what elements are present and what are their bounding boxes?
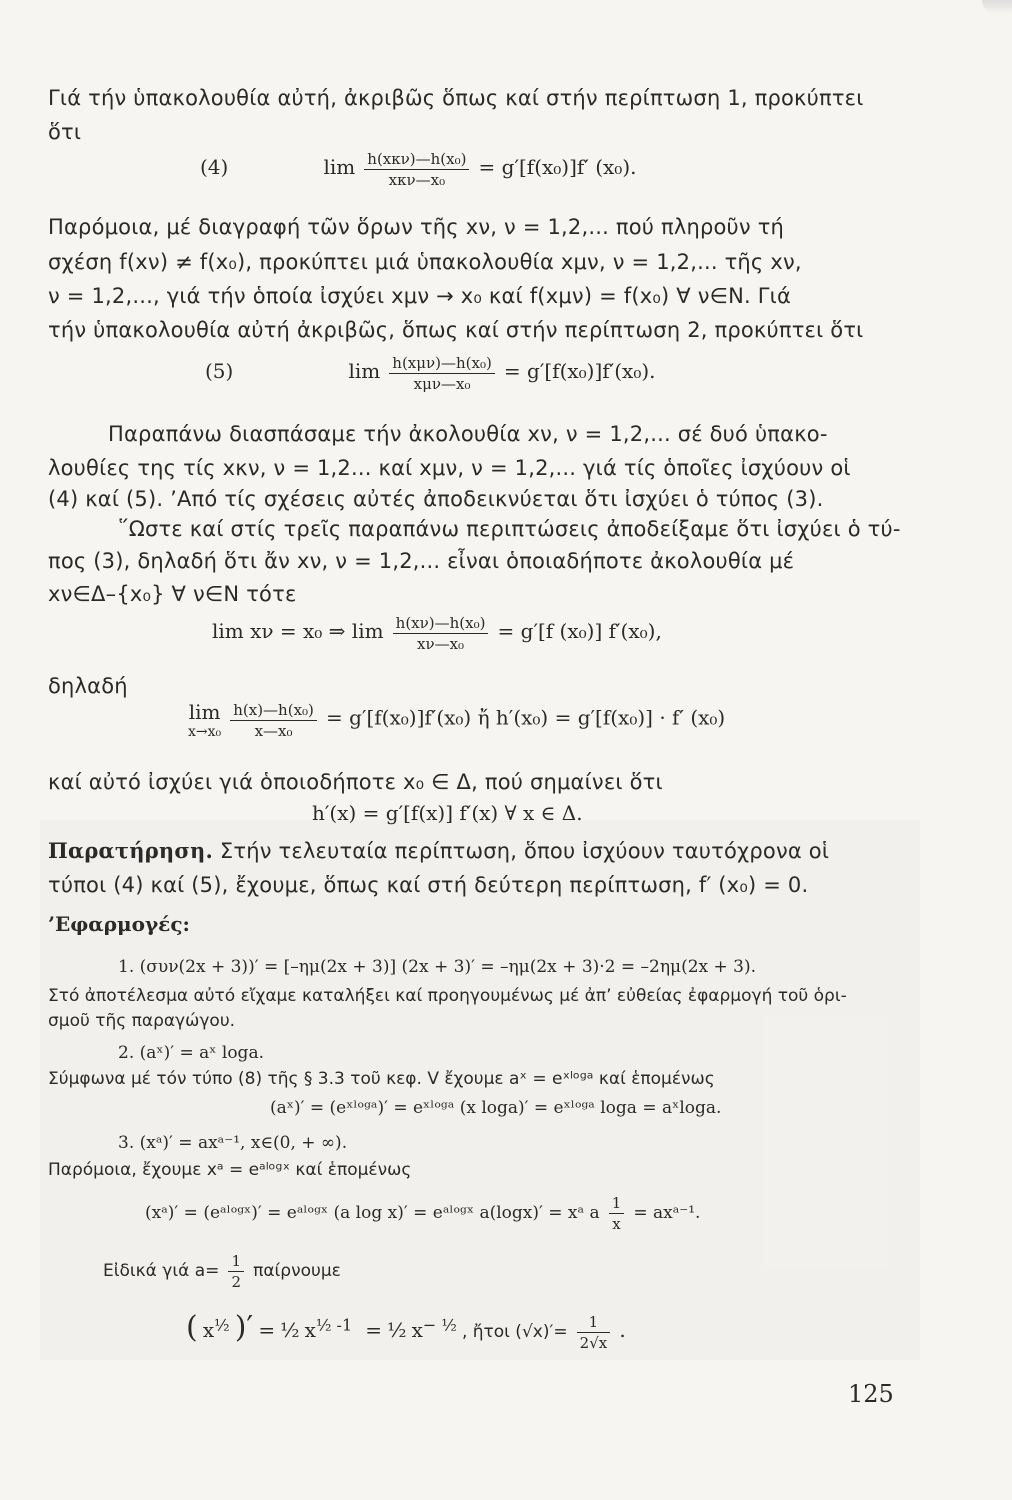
page-number: 125 [848,1380,894,1408]
text-line: τήν ὑπακολουθία αὐτή ἀκριβῶς, ὅπως καί στήν περίπτωση 2, προκύπτει ὅτι [48,318,864,342]
equation-7 [188,700,725,740]
fraction [393,614,489,653]
special-right: παίρνουμε [253,1261,341,1281]
remark-title: Παρατήρηση. [48,838,214,863]
page-corner-shadow [982,0,1012,14]
denominator: 2√x [579,1334,608,1352]
paren-open: ( [186,1310,198,1345]
equation-8: h′(x) = g′[f(x)] f′(x) ∀ x ∈ Δ. [312,801,583,825]
application-3: 3. (xᵃ)′ = axᵃ⁻¹, x∈(0, + ∞). [118,1133,348,1153]
applications-title: ’Εφαρμογές: [48,912,190,936]
variable-x: x [202,1318,215,1342]
equation-rhs: = g′[f (x₀)] f′(x₀), [497,619,662,643]
numerator: h(xν)—h(x₀) [393,614,489,634]
period: . [619,1318,626,1342]
paren-close: )′ [234,1310,254,1345]
application-3-equation [145,1194,700,1233]
equals: = [258,1318,276,1342]
numerator: h(xμν)—h(x₀) [389,354,495,374]
numerator: 1 [609,1194,625,1214]
text-line: Παρόμοια, μέ διαγραφή τῶν ὅρων τῆς xν, ν = 1,2,... πού πληροῦν τή [48,215,785,239]
fraction [609,1194,625,1233]
text-line: λουθίες της τίς xκν, ν = 1,2... καί xμν, ν = 1,2,... γιά τίς ὁποῖες ἰσχύουν οἱ [48,456,851,480]
variable-x: x [304,1318,316,1342]
application-1: 1. (συν(2x + 3))′ = [–ημ(2x + 3)] (2x + 3)′ = –ημ(2x + 3)·2 = –2ημ(2x + 3). [118,957,757,977]
remark-text: Στήν τελευταία περίπτωση, ὅπου ἰσχύουν ταυτόχρονα οἱ [219,839,830,863]
denominator: xκν—x₀ [388,171,446,189]
remark-line [48,838,829,863]
application-2-equation: (aˣ)′ = (eˣˡᵒᵍᵃ)′ = eˣˡᵒᵍᵃ (x loga)′ = eˣˡᵒᵍᵃ loga = aˣloga. [270,1098,722,1118]
lim-subscript: x→x₀ [188,724,222,740]
special-left: Εἰδικά γιά a= [103,1261,220,1281]
text-line: ν = 1,2,..., γιά τήν ὁποία ἰσχύει xμν → x₀ καί f(xμν) = f(x₀) ∀ ν∈N. Γιά [48,284,792,308]
exponent: − ½ [422,1315,457,1335]
result-text: , ἤτοι (√x)′= [461,1322,568,1342]
text-line: καί αὐτό ἰσχύει γιά ὁποιοδήποτε x₀ ∈ Δ, πού σημαίνει ὅτι [48,770,663,794]
lim-operator: lim [188,700,221,724]
lim-operator: lim [348,359,381,383]
fraction [364,150,469,189]
numerator: 1 [577,1313,611,1333]
variable-x: x [411,1318,423,1342]
text-line: σχέση f(xν) ≠ f(x₀), προκύπτει μιά ὑπακολουθία xμν, ν = 1,2,... τῆς xν, [48,250,802,274]
numerator: h(xκν)—h(x₀) [364,150,469,170]
text-line: τύποι (4) καί (5), ἔχουμε, ὅπως καί στή δεύτερη περίπτωση, f′ (x₀) = 0. [48,873,809,897]
note-line: Παρόμοια, ἔχουμε xᵃ = eᵃˡᵒᵍˣ καί ἑπομένως [48,1160,412,1180]
coefficient: ½ [280,1318,300,1342]
denominator: x [612,1215,621,1233]
equation-lhs: lim xν = x₀ ⇒ lim [212,619,384,643]
note-line: Στό ἀποτέλεσμα αὐτό εἴχαμε καταλήξει καί προηγουμένως μέ ἀπ’ εὐθείας ἐφαρμογή τοῦ ὁρι- [48,986,847,1006]
denominator: xμν—x₀ [413,375,471,393]
text-line: δηλαδή [48,674,128,698]
fraction [389,354,495,393]
equation-left: (xᵃ)′ = (eᵃˡᵒᵍˣ)′ = eᵃˡᵒᵍˣ (a log x)′ = eᵃˡᵒᵍˣ a(logx)′ = xᵃ a [145,1203,600,1223]
text-line: (4) καί (5). ’Από τίς σχέσεις αὐτές ἀποδεικνύεται ὅτι ἰσχύει ὁ τύπος (3). [48,487,824,511]
denominator: xν—x₀ [417,635,465,653]
lim-operator: lim [323,155,356,179]
text-line: ὅτι [48,120,82,144]
equation-5 [205,354,656,393]
numerator: 1 [228,1252,244,1272]
text-line: Γιά τήν ὑπακολουθία αὐτή, ἀκριβῶς ὅπως καί στήν περίπτωση 1, προκύπτει [48,86,864,110]
application-2: 2. (aˣ)′ = aˣ loga. [118,1043,264,1063]
equals: = [365,1318,382,1342]
text-line: Παραπάνω διασπάσαμε τήν ἀκολουθία xν, ν = 1,2,... σέ δυό ὑπακο- [108,422,828,446]
text-line: xν∈Δ–{x₀} ∀ ν∈N τότε [48,582,297,606]
equation-label: (5) [205,359,234,383]
lim-block [188,700,221,740]
denominator: x—x₀ [254,721,293,740]
denominator: 2 [231,1273,242,1291]
exponent: ½ -1 [315,1315,353,1335]
special-case-line [103,1252,341,1291]
fraction [228,1252,244,1291]
fraction [577,1313,611,1352]
equation-label: (4) [200,155,229,179]
equation-right: = axᵃ⁻¹. [633,1203,701,1223]
equation-rhs: = g′[f(x₀)]f′(x₀) ἤ h′(x₀) = g′[f(x₀)] · f′ (x₀) [326,705,726,730]
final-equation [186,1310,626,1352]
note-line: Σύμφωνα μέ τόν τύπο (8) τῆς § 3.3 τοῦ κεφ. V ἔχουμε aˣ = eˣˡᵒᵍᵃ καί ἑπομένως [48,1069,715,1089]
fraction [230,701,317,740]
numerator: h(x)—h(x₀) [230,701,317,721]
exponent: ½ [214,1315,230,1335]
equation-4 [200,150,636,189]
coefficient: ½ [387,1318,407,1342]
text-line: πος (3), δηλαδή ὅτι ἄν xν, ν = 1,2,... εἶναι ὁποιαδήποτε ἀκολουθία μέ [48,549,795,573]
equation-rhs: = g′[f(x₀)]f′ (x₀). [478,155,637,179]
equation-rhs: = g′[f(x₀)]f′(x₀). [503,359,656,383]
equation-6 [212,614,662,653]
note-line: σμοῦ τῆς παραγώγου. [48,1011,236,1031]
text-line: ῞Ωστε καί στίς τρεῖς παραπάνω περιπτώσεις ἀποδείξαμε ὅτι ἰσχύει ὁ τύ- [118,517,901,541]
